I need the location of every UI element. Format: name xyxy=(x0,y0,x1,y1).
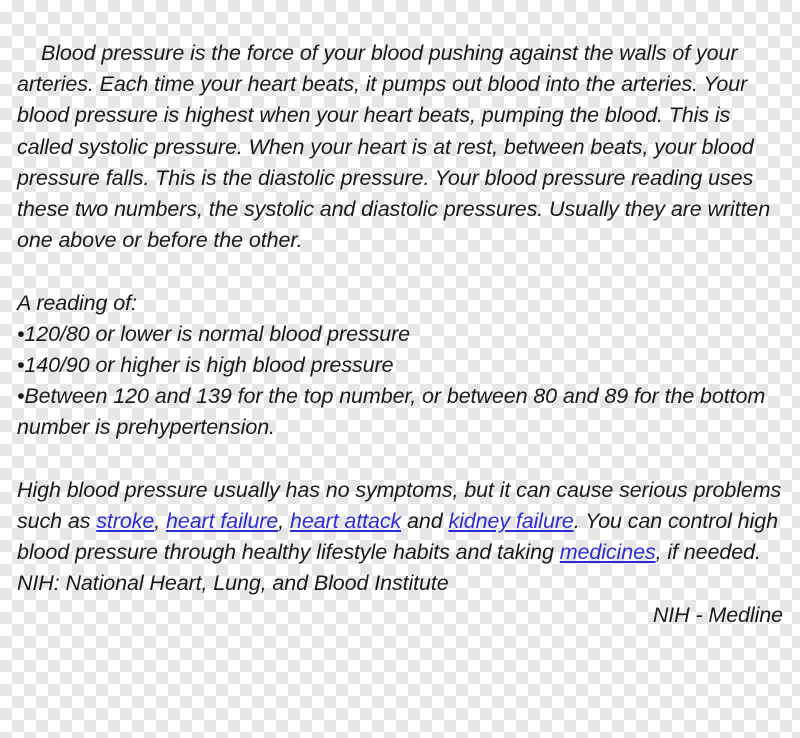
link-heart-attack[interactable]: heart attack xyxy=(289,509,402,534)
bullet-prehypertension: •Between 120 and 139 for the top number, or between 80 and 89 for the bottom number is prehypertension. xyxy=(17,384,766,440)
bullet-normal: •120/80 or lower is normal blood pressure xyxy=(17,321,411,346)
symptoms-text-end: , if needed. xyxy=(655,540,761,565)
conjunction: and xyxy=(401,509,449,534)
symptoms-text-middle: . You can control high blood pressure through healthy lifestyle habits and taking xyxy=(17,509,778,565)
link-stroke[interactable]: stroke xyxy=(96,509,155,534)
paragraph-spacer xyxy=(17,444,783,475)
document-body xyxy=(17,38,783,631)
link-heart-failure[interactable]: heart failure xyxy=(165,509,279,534)
link-kidney-failure[interactable]: kidney failure xyxy=(448,509,574,534)
source-line: NIH: National Heart, Lung, and Blood Institute xyxy=(17,571,449,596)
bullet-high: •140/90 or higher is high blood pressure xyxy=(17,353,394,378)
paragraph-spacer xyxy=(17,256,783,287)
reading-heading: A reading of: xyxy=(17,290,137,315)
separator: , xyxy=(278,509,290,534)
credit-line: NIH - Medline xyxy=(652,602,783,627)
symptoms-text-start: High blood pressure usually has no symptoms, but it can cause serious problems such as xyxy=(17,477,782,534)
separator: , xyxy=(154,509,166,534)
link-medicines[interactable]: medicines xyxy=(559,540,656,565)
symptoms-paragraph xyxy=(17,475,783,569)
intro-paragraph: Blood pressure is the force of your blood pushing against the walls of your arteries. Each time your heart beats, it pumps out blood into the arteries. Your blood pressure is highest when your heart beats, pumping the blood. This is called systolic pressure. When your heart is at rest, between beats, your blood pressure falls. This is the diastolic pressure. Your blood pressure reading uses these two numbers, the systolic and diastolic pressures. Usually they are written one above or before the other. xyxy=(17,41,771,253)
